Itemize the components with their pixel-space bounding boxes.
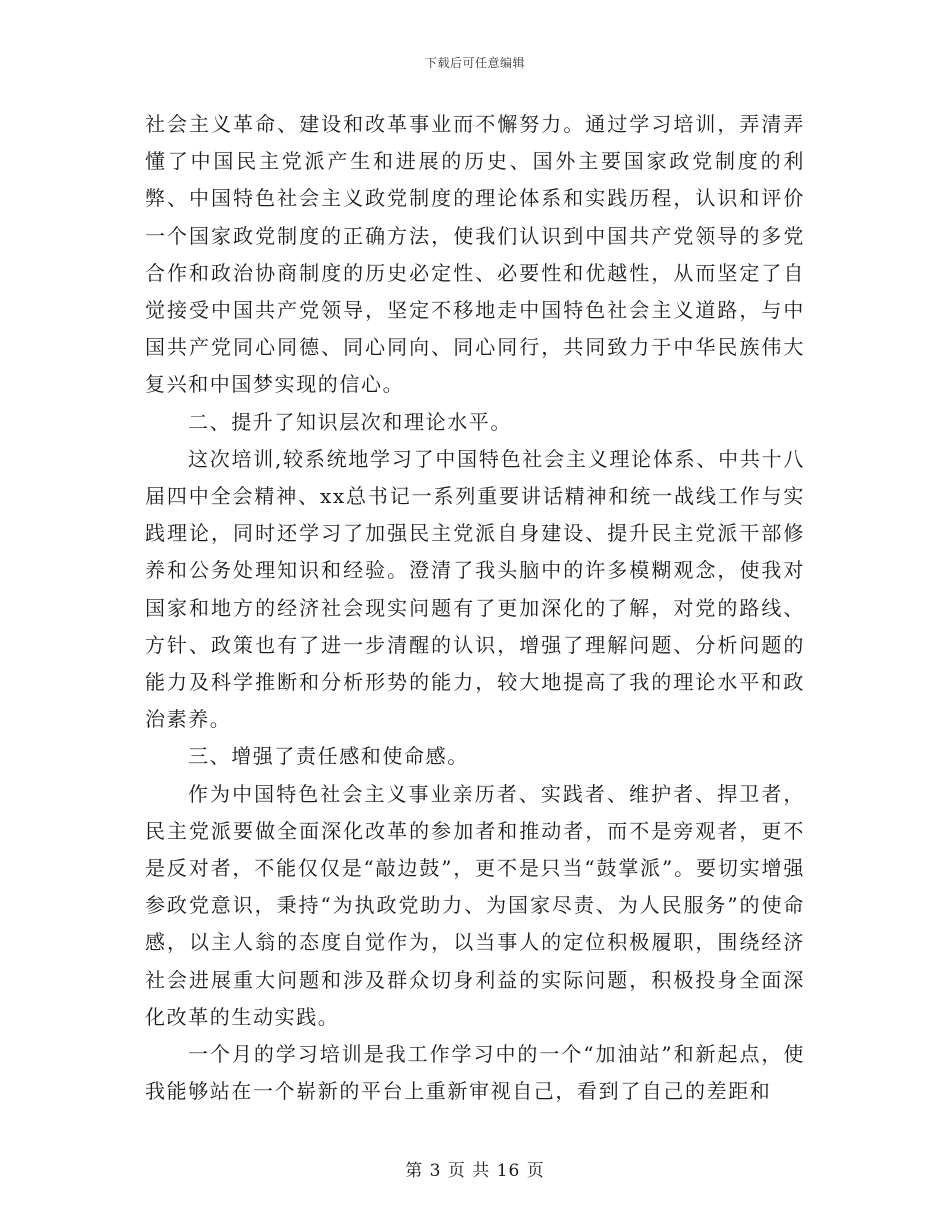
page-footer — [0, 1156, 950, 1181]
current-page-number: 3 — [429, 1161, 442, 1181]
section-heading-2: 二、提升了知识层次和理论水平。 — [188, 409, 512, 434]
footer-suffix: 页 — [526, 1161, 545, 1181]
paragraph-continuation: 社会主义革命、建设和改革事业而不懈努力。通过学习培训，弄清弄懂了中国民主党派产生和进展的历史、国外主要国家政党制度的利弊、中国特色社会主义政党制度的理论体系和实践历程，认识和评价一个国家政党制度的正确方法，使我们认识到中国共产党领导的多党合作和政治协商制度的历史必定性、必要性和优越性，从而坚定了自觉接受中国共产党领导，坚定不移地走中国特色社会主义道路，与中国共产党同心同德、同心同向、同心同行，共同致力于中华民族伟大复兴和中国梦实现的信心。 — [145, 112, 805, 397]
paragraph-training-content: 这次培训,较系统地学习了中国特色社会主义理论体系、中共十八届四中全会精神、xx总书记一系列重要讲话精神和统一战线工作与实践理论，同时还学习了加强民主党派自身建设、提升民主党派干部修养和公务处理知识和经验。澄清了我头脑中的许多模糊观念，使我对国家和地方的经济社会现实问题有了更加深化的了解，对党的路线、方针、政策也有了进一步清醒的认识，增强了理解问题、分析问题的能力及科学推断和分析形势的能力，较大地提高了我的理论水平和政治素养。 — [145, 446, 805, 732]
paragraph-closing: 一个月的学习培训是我工作学习中的一个“加油站”和新起点，使我能够站在一个崭新的平台上重新审视自己，看到了自己的差距和 — [145, 1042, 805, 1104]
section-heading-3: 三、增强了责任感和使命感。 — [188, 744, 469, 769]
footer-prefix: 第 — [405, 1161, 424, 1181]
total-pages-number: 16 — [496, 1161, 521, 1181]
document-body — [145, 106, 805, 1110]
footer-middle: 页 共 — [447, 1161, 491, 1181]
header-note: 下载后可任意编辑 — [424, 56, 525, 70]
paragraph-responsibility: 作为中国特色社会主义事业亲历者、实践者、维护者、捍卫者，民主党派要做全面深化改革的参加者和推动者，而不是旁观者，更不是反对者，不能仅仅是“敲边鼓”，更不是只当“鼓掌派”。要切实增强参政党意识，秉持“为执政党助力、为国家尽责、为人民服务”的使命感，以主人翁的态度自觉作为，以当事人的定位积极履职，围绕经济社会进展重大问题和涉及群众切身利益的实际问题，积极投身全面深化改革的生动实践。 — [145, 781, 805, 1029]
